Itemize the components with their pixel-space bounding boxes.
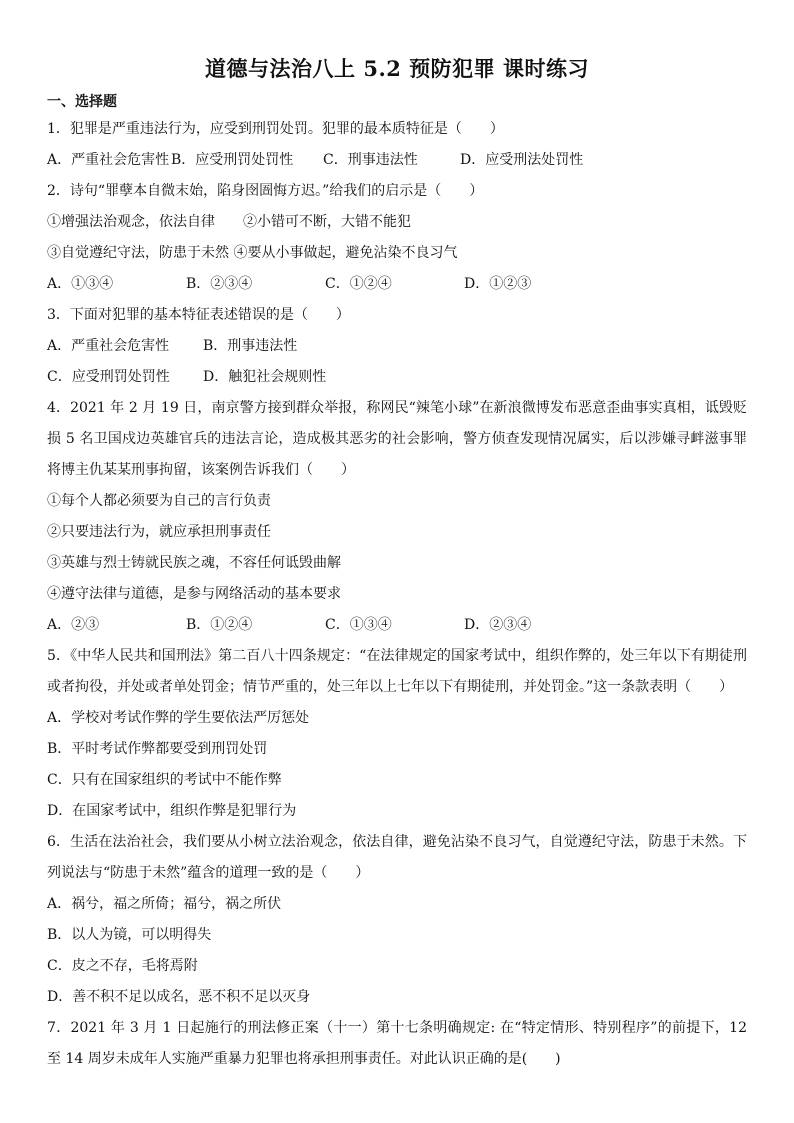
- option-b[interactable]: B．以人为镜，可以明得失: [47, 927, 212, 943]
- question-2-statement: ③自觉遵纪守法，防患于未然 ④要从小事做起，避免沾染不良习气: [47, 245, 458, 261]
- option-d[interactable]: D．触犯社会规则性: [203, 369, 327, 385]
- question-2-options: [47, 269, 747, 300]
- question-list: [47, 114, 747, 1075]
- option-c[interactable]: C．刑事违法性: [323, 152, 418, 168]
- option-c[interactable]: C．皮之不存，毛将焉附: [47, 958, 198, 974]
- option-d[interactable]: D．②③④: [464, 617, 532, 633]
- option-a[interactable]: A．学校对考试作弊的学生要依法严厉惩处: [47, 710, 310, 726]
- option-a[interactable]: A．严重社会危害性: [47, 338, 170, 354]
- section-heading: 一、选择题: [47, 94, 117, 110]
- option-b[interactable]: B．应受刑罚处罚性: [171, 152, 294, 168]
- question-4-statement: ④遵守法律与道德，是参与网络活动的基本要求: [47, 586, 341, 602]
- option-c[interactable]: C．①②④: [325, 276, 392, 292]
- option-c[interactable]: C．只有在国家组织的考试中不能作弊: [47, 772, 282, 788]
- question-3-options-row-1: [47, 331, 747, 362]
- option-b[interactable]: B．①②④: [186, 617, 253, 633]
- question-4-stem: 4．2021 年 2 月 19 日，南京警方接到群众举报，称网民“辣笔小球”在新浪微博发布恶意歪曲事实真相，诋毁贬损 5 名卫国戍边英雄官兵的违法言论，造成极其恶劣的社会影响，警方侦查发现情况属实，后以涉嫌寻衅滋事罪将博主仇某某刑事拘留，该案例告诉我们（ ）: [47, 400, 747, 478]
- question-5-stem: 5．《中华人民共和国刑法》第二百八十四条规定：“在法律规定的国家考试中，组织作弊的，处三年以下有期徒刑或者拘役，并处或者单处罚金；情节严重的，处三年以上七年以下有期徒刑，并处罚金。”这一条款表明（ ）: [47, 648, 747, 695]
- question-1-options: [47, 145, 747, 176]
- question-3-stem: 3．下面对犯罪的基本特征表述错误的是（ ）: [47, 307, 350, 323]
- option-a[interactable]: A．②③: [47, 617, 100, 633]
- question-2-statement: ①增强法治观念，依法自律 ②小错可不断，大错不能犯: [47, 214, 411, 230]
- option-a[interactable]: A．①③④: [47, 276, 114, 292]
- question-6-stem: 6．生活在法治社会，我们要从小树立法治观念，依法自律，避免沾染不良习气，自觉遵纪守法，防患于未然。下列说法与“防患于未然”蕴含的道理一致的是（ ）: [47, 834, 747, 881]
- option-d[interactable]: D．应受刑法处罚性: [460, 152, 584, 168]
- option-b[interactable]: B．②③④: [186, 276, 253, 292]
- question-3-options-row-2: [47, 362, 747, 393]
- option-c[interactable]: C．①③④: [325, 617, 392, 633]
- option-b[interactable]: B．平时考试作弊都要受到刑罚处罚: [47, 741, 268, 757]
- option-c[interactable]: C．应受刑罚处罚性: [47, 369, 170, 385]
- question-1-stem: 1．犯罪是严重违法行为，应受到刑罚处罚。犯罪的最本质特征是（ ）: [47, 121, 504, 137]
- page-title: 道德与法治八上 5.2 预防犯罪 课时练习: [205, 56, 589, 81]
- question-2-stem: 2．诗句“罪孽本自微末始，陷身囹圄悔方迟。”给我们的启示是（ ）: [47, 183, 484, 199]
- option-a[interactable]: A．严重社会危害性: [47, 152, 170, 168]
- option-a[interactable]: A．祸兮，福之所倚；福兮，祸之所伏: [47, 896, 282, 912]
- question-7-stem: 7．2021 年 3 月 1 日起施行的刑法修正案（十一）第十七条明确规定: 在“特定情形、特别程序”的前提下，12 至 14 周岁未成年人实施严重暴力犯罪也将承担刑事责任。对此认识正确的是( ): [47, 1020, 747, 1067]
- option-d[interactable]: D．①②③: [464, 276, 532, 292]
- option-d[interactable]: D．在国家考试中，组织作弊是犯罪行为: [47, 803, 297, 819]
- question-4-statement: ①每个人都必须要为自己的言行负责: [47, 493, 271, 509]
- question-4-options: [47, 610, 747, 641]
- question-4-statement: ③英雄与烈士铸就民族之魂，不容任何诋毁曲解: [47, 555, 341, 571]
- option-b[interactable]: B．刑事违法性: [203, 338, 298, 354]
- question-4-statement: ②只要违法行为，就应承担刑事责任: [47, 524, 271, 540]
- option-d[interactable]: D．善不积不足以成名，恶不积不足以灭身: [47, 989, 311, 1005]
